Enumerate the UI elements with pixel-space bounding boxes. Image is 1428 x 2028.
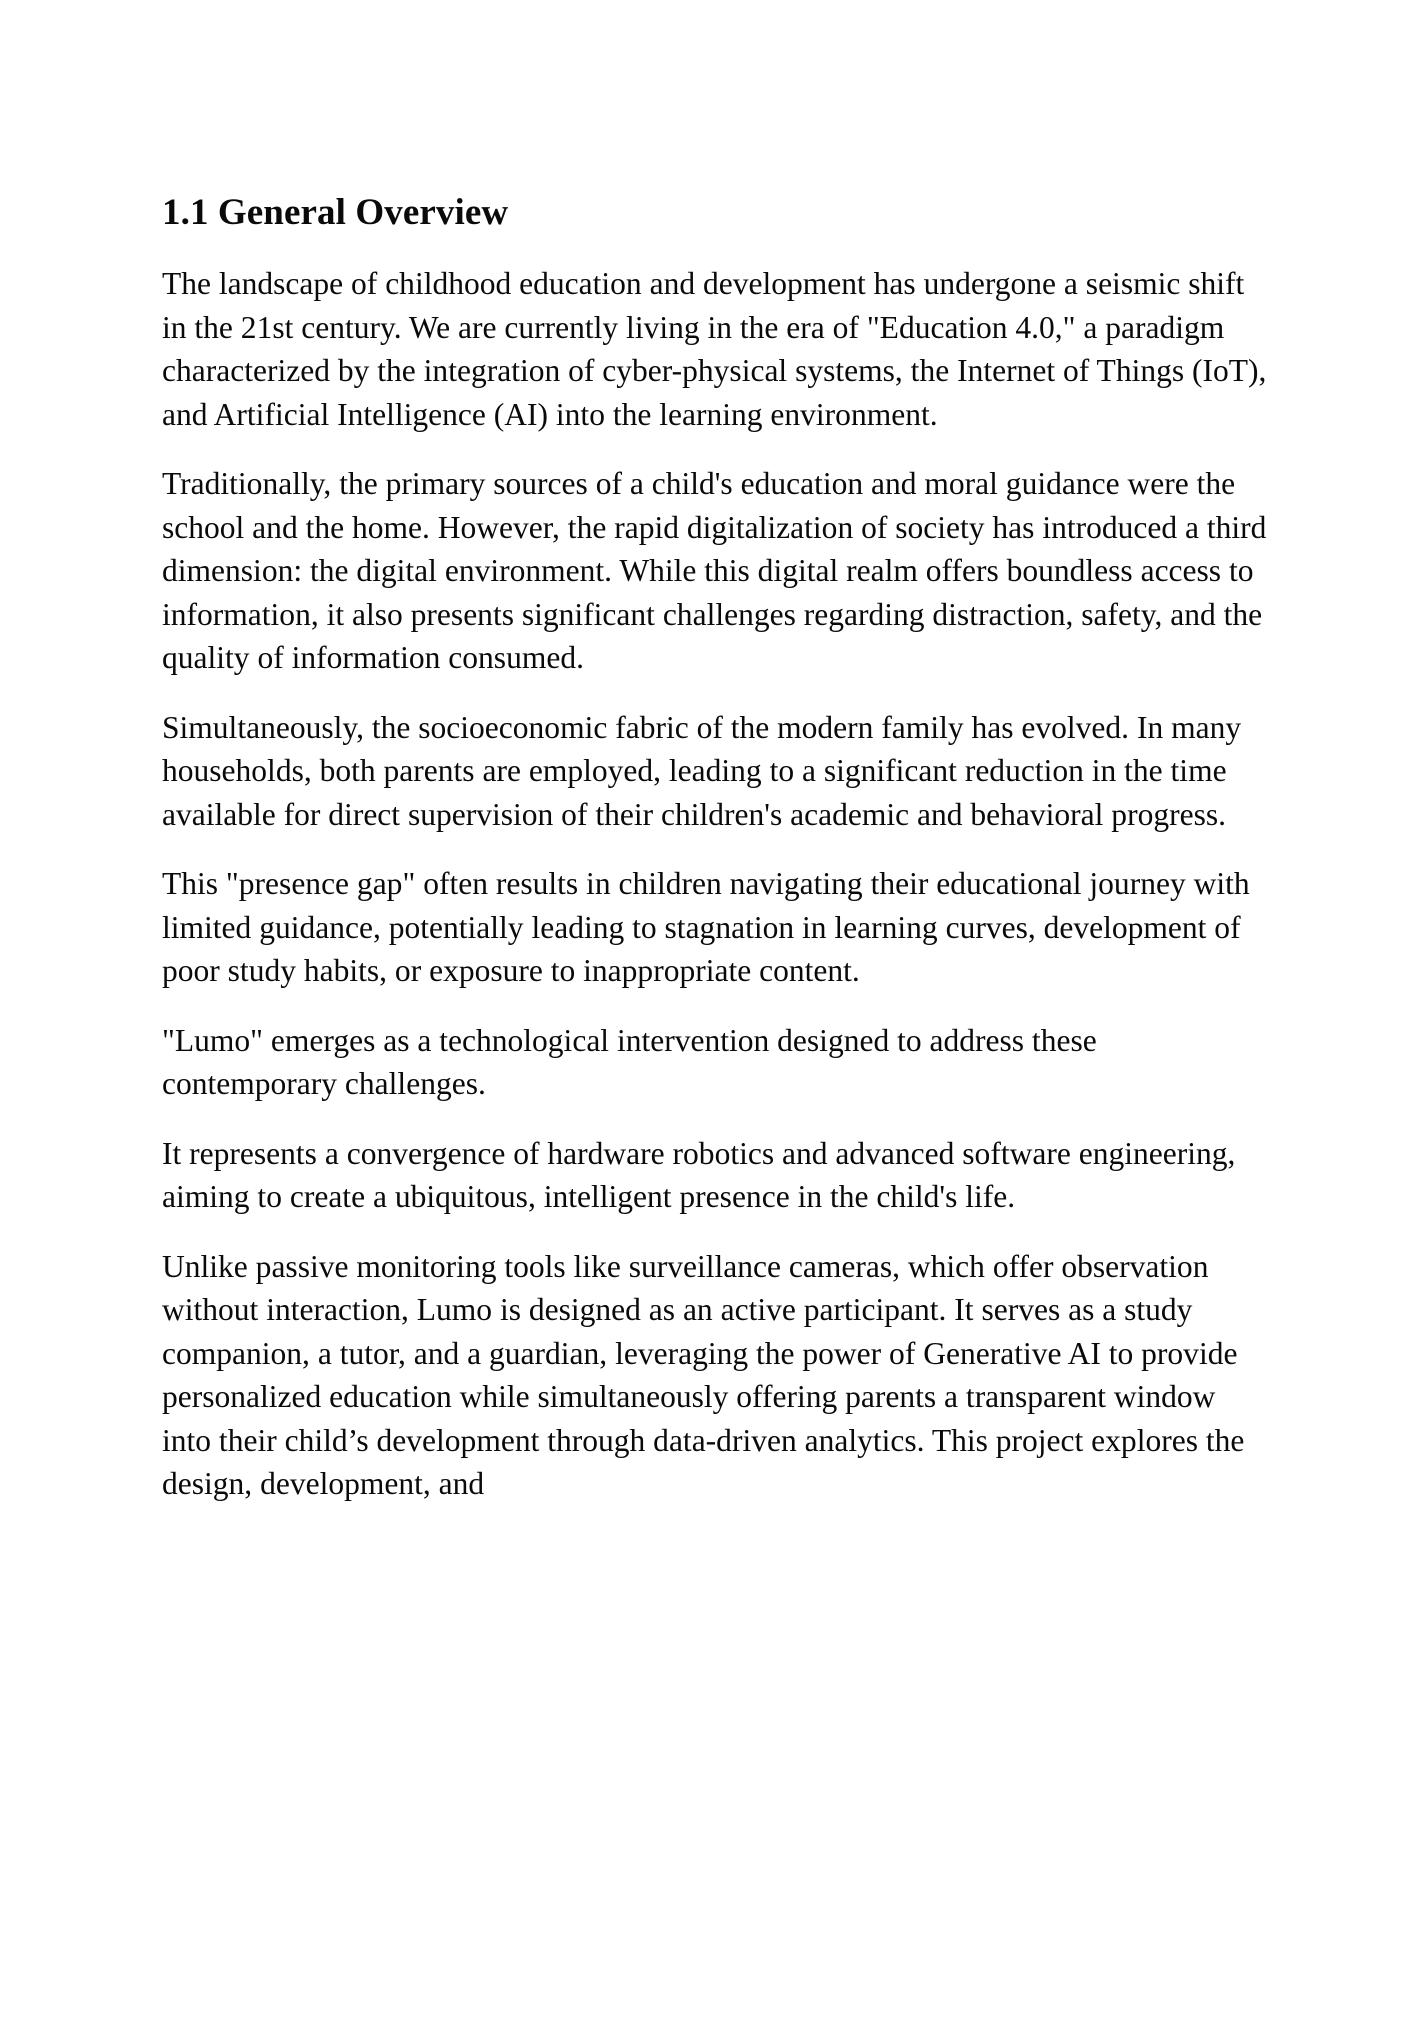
paragraph-4: This "presence gap" often results in children navigating their educational journey with limited guidance, potentially leading to stagnation in learning curves, development of poor study habits, or exposure to inappropriate content. [162,866,1250,989]
paragraph-3: Simultaneously, the socioeconomic fabric of the modern family has evolved. In many households, both parents are employed, leading to a significant reduction in the time available for direct supervision of their children's academic and behavioral progress. [162,709,1242,832]
paragraph-5: "Lumo" emerges as a technological intervention designed to address these contemporary challenges. [162,1022,1097,1102]
paragraph-1: The landscape of childhood education and development has undergone a seismic shift in the 21st century. We are currently living in the era of "Education 4.0," a paradigm characterized by the integration of cyber-physical systems, the Internet of Things (IoT), and Artificial Intelligence (AI) into the learning environment. [162,266,1267,432]
document-body [162,190,1272,1506]
section-heading: 1.1 General Overview [162,192,509,233]
paragraph-6: It represents a convergence of hardware robotics and advanced software engineering, aiming to create a ubiquitous, intelligent presence in the child's life. [162,1135,1236,1215]
paragraph-7: Unlike passive monitoring tools like surveillance cameras, which offer observation without interaction, Lumo is designed as an active participant. It serves as a study companion, a tutor, and a guardian, leveraging the power of Generative AI to provide personalized education while simultaneously offering parents a transparent window into their child’s development through data-driven analytics. This project explores the design, development, and [162,1248,1245,1502]
paragraph-2: Traditionally, the primary sources of a child's education and moral guidance were the school and the home. However, the rapid digitalization of society has introduced a third dimension: the digital environment. While this digital realm offers boundless access to information, it also presents significant challenges regarding distraction, safety, and the quality of information consumed. [162,466,1267,676]
